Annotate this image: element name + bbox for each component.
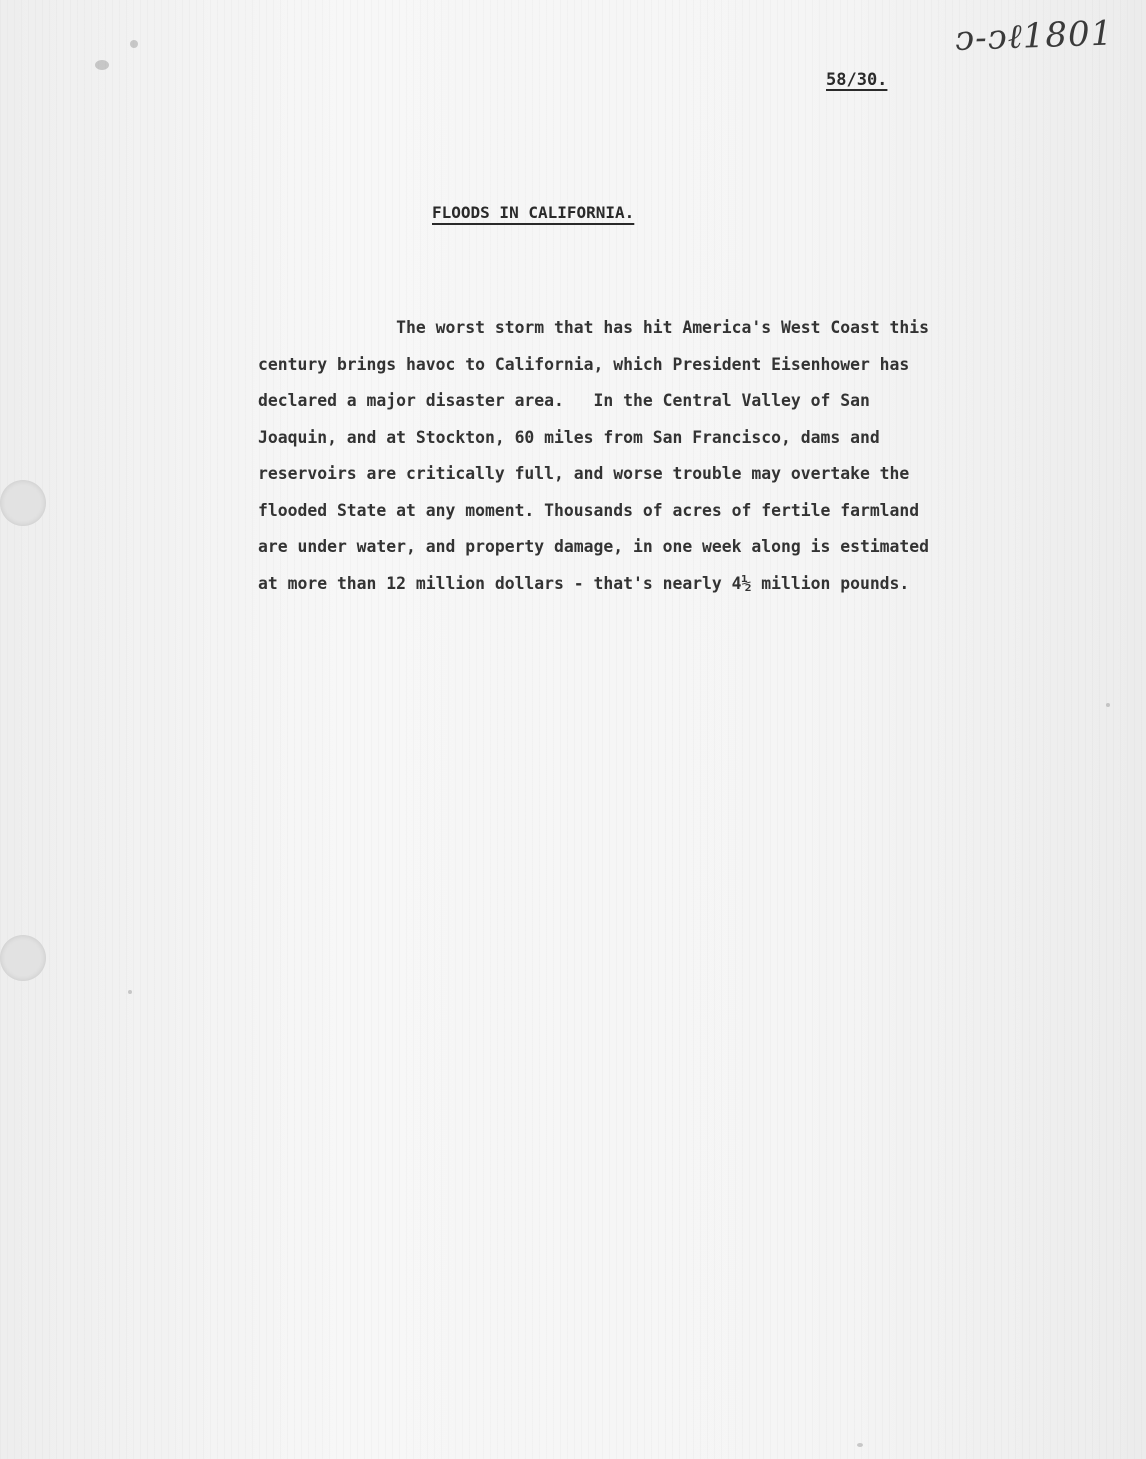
paper-smudge: [95, 60, 109, 70]
handwritten-reference: ↄ-ↄℓ1801: [954, 13, 1114, 59]
body-line: reservoirs are critically full, and worse trouble may overtake the: [258, 464, 910, 483]
page-number: 58/30.: [826, 70, 888, 90]
document-title: FLOODS IN CALIFORNIA.: [432, 203, 635, 222]
paper-speck: [1106, 703, 1110, 707]
paper-speck: [857, 1443, 863, 1447]
punch-hole: [0, 480, 46, 526]
punch-hole: [0, 935, 46, 981]
body-line: flooded State at any moment. Thousands of acres of fertile farmland: [258, 500, 920, 520]
body-line: at more than 12 million dollars - that's nearly 4½ million pounds.: [258, 573, 910, 593]
body-paragraph: [258, 310, 1138, 602]
body-line: century brings havoc to California, which President Eisenhower has: [258, 354, 910, 374]
body-line: declared a major disaster area. In the Central Valley of San: [258, 391, 870, 410]
body-line: The worst storm that has hit America's West Coast this: [258, 318, 930, 337]
body-line: Joaquin, and at Stockton, 60 miles from San Francisco, dams and: [258, 427, 880, 447]
paper-speck: [128, 990, 132, 994]
body-line: are under water, and property damage, in one week along is estimated: [258, 537, 930, 556]
paper-smudge: [130, 40, 138, 48]
